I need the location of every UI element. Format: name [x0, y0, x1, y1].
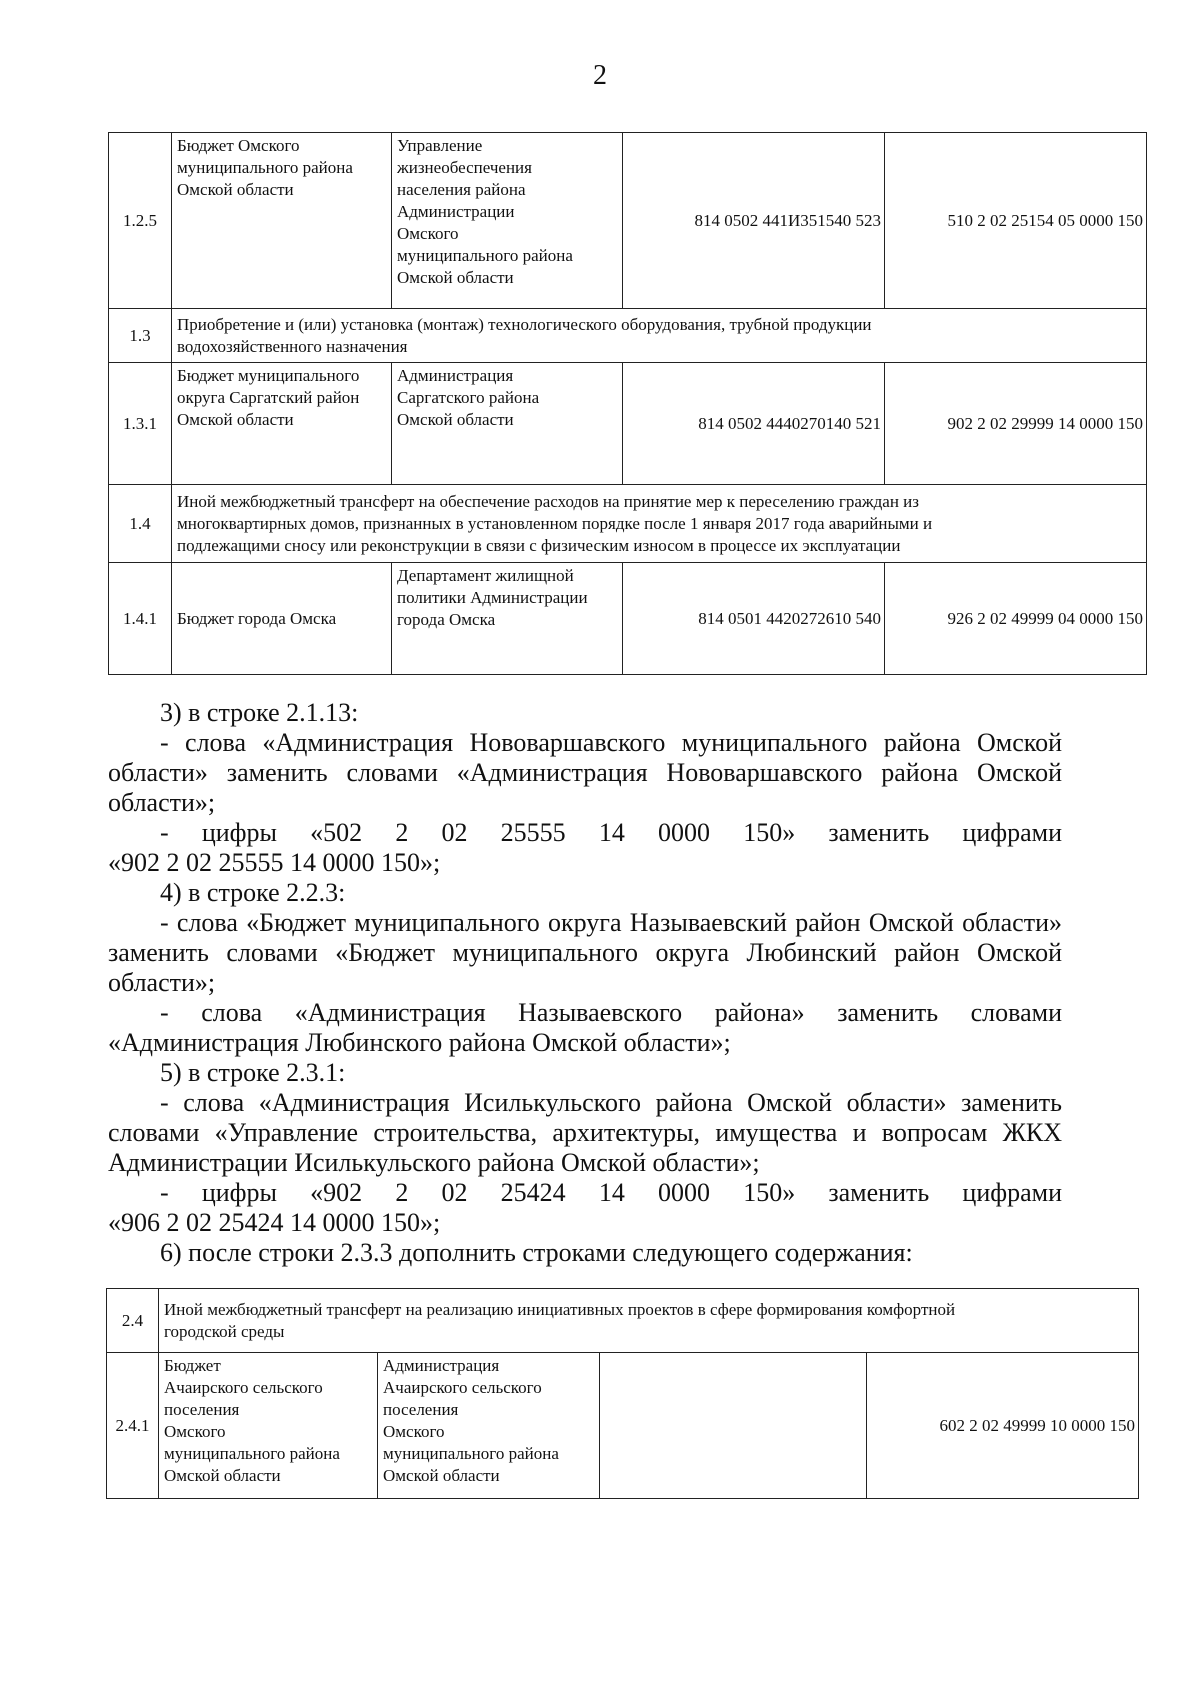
amendment-line: области»;: [108, 968, 216, 997]
administrator-cell: Администрация Саргатского района Омской области: [392, 363, 623, 485]
section-title-cell: Иной межбюджетный трансферт на обеспечение расходов на принятие мер к переселению граждан из многоквартирных домов, признанных в установленном порядке после 1 января 2017 года аварийными и подлежащими сносу или реконструкции в связи с физическим износом в процессе их эксплуатации: [172, 485, 1147, 563]
table-budget-transfers: [108, 132, 1147, 675]
row-number: 1.2.5: [109, 133, 172, 309]
row-number: 1.3.1: [109, 363, 172, 485]
administrator-cell: Администрация Ачаирского сельского поселения Омского муниципального района Омской области: [378, 1353, 600, 1499]
expense-code-cell: 814 0502 441И351540 523: [623, 133, 885, 309]
amendment-heading: 3) в строке 2.1.13:: [160, 698, 359, 727]
amendment-3: [108, 698, 1062, 878]
amendment-line: - слова «Бюджет муниципального округа Называевский район Омской области»: [160, 908, 1062, 937]
row-number: 2.4.1: [107, 1353, 159, 1499]
row-number: 1.3: [109, 309, 172, 363]
amendment-line: «906 2 02 25424 14 0000 150»;: [108, 1208, 441, 1237]
budget-cell: Бюджет Ачаирского сельского поселения Омского муниципального района Омской области: [159, 1353, 378, 1499]
amendment-line: области»;: [108, 788, 216, 817]
section-title-cell: Иной межбюджетный трансферт на реализацию инициативных проектов в сфере формирования комфортной городской среды: [159, 1289, 1139, 1353]
amendment-4: [108, 878, 1062, 1058]
amendment-line: - цифры «902 2 02 25424 14 0000 150» заменить цифрами: [160, 1178, 1062, 1207]
table-row-1-3: [109, 309, 1147, 363]
row-number: 2.4: [107, 1289, 159, 1353]
administrator-cell: Департамент жилищной политики Администрации города Омска: [392, 563, 623, 675]
amendment-5: [108, 1058, 1062, 1238]
amendment-heading: 6) после строки 2.3.3 дополнить строками следующего содержания:: [160, 1238, 913, 1267]
table-row-1-4: [109, 485, 1147, 563]
expense-code-cell: [600, 1353, 867, 1499]
table-row-1-2-5: [109, 133, 1147, 309]
expense-code-cell: 814 0502 4440270140 521: [623, 363, 885, 485]
budget-cell: Бюджет муниципального округа Саргатский район Омской области: [172, 363, 392, 485]
table-new-rows: [106, 1288, 1139, 1499]
revenue-code-cell: 510 2 02 25154 05 0000 150: [885, 133, 1147, 309]
table-row-2-4: [107, 1289, 1139, 1353]
section-title-cell: Приобретение и (или) установка (монтаж) технологического оборудования, трубной продукции водохозяйственного назначения: [172, 309, 1147, 363]
amendment-heading: 4) в строке 2.2.3:: [160, 878, 346, 907]
revenue-code-cell: 602 2 02 49999 10 0000 150: [867, 1353, 1139, 1499]
amendment-line: «Администрация Любинского района Омской области»;: [108, 1028, 731, 1057]
table-row-1-3-1: [109, 363, 1147, 485]
amendment-line: - слова «Администрация Нововаршавского муниципального района Омской: [160, 728, 1062, 757]
revenue-code-cell: 902 2 02 29999 14 0000 150: [885, 363, 1147, 485]
budget-cell: Бюджет города Омска: [172, 563, 392, 675]
budget-cell: Бюджет Омского муниципального района Омской области: [172, 133, 392, 309]
revenue-code-cell: 926 2 02 49999 04 0000 150: [885, 563, 1147, 675]
amendment-line: словами «Управление строительства, архитектуры, имущества и вопросам ЖКХ: [108, 1118, 1062, 1147]
amendment-line: - слова «Администрация Исилькульского района Омской области» заменить: [160, 1088, 1062, 1117]
amendment-6: [108, 1238, 1062, 1268]
table-row-2-4-1: [107, 1353, 1139, 1499]
row-number: 1.4: [109, 485, 172, 563]
amendment-heading: 5) в строке 2.3.1:: [160, 1058, 346, 1087]
table-row-1-4-1: [109, 563, 1147, 675]
amendment-line: заменить словами «Бюджет муниципального округа Любинский район Омской: [108, 938, 1062, 967]
amendment-line: Администрации Исилькульского района Омской области»;: [108, 1148, 760, 1177]
expense-code-cell: 814 0501 4420272610 540: [623, 563, 885, 675]
amendment-line: области» заменить словами «Администрация Нововаршавского района Омской: [108, 758, 1062, 787]
page-number: 2: [593, 60, 607, 91]
row-number: 1.4.1: [109, 563, 172, 675]
amendment-line: - слова «Администрация Называевского района» заменить словами: [160, 998, 1062, 1027]
amendment-line: - цифры «502 2 02 25555 14 0000 150» заменить цифрами: [160, 818, 1062, 847]
administrator-cell: Управление жизнеобеспечения населения района Администрации Омского муниципального района Омской области: [392, 133, 623, 309]
amendment-line: «902 2 02 25555 14 0000 150»;: [108, 848, 441, 877]
